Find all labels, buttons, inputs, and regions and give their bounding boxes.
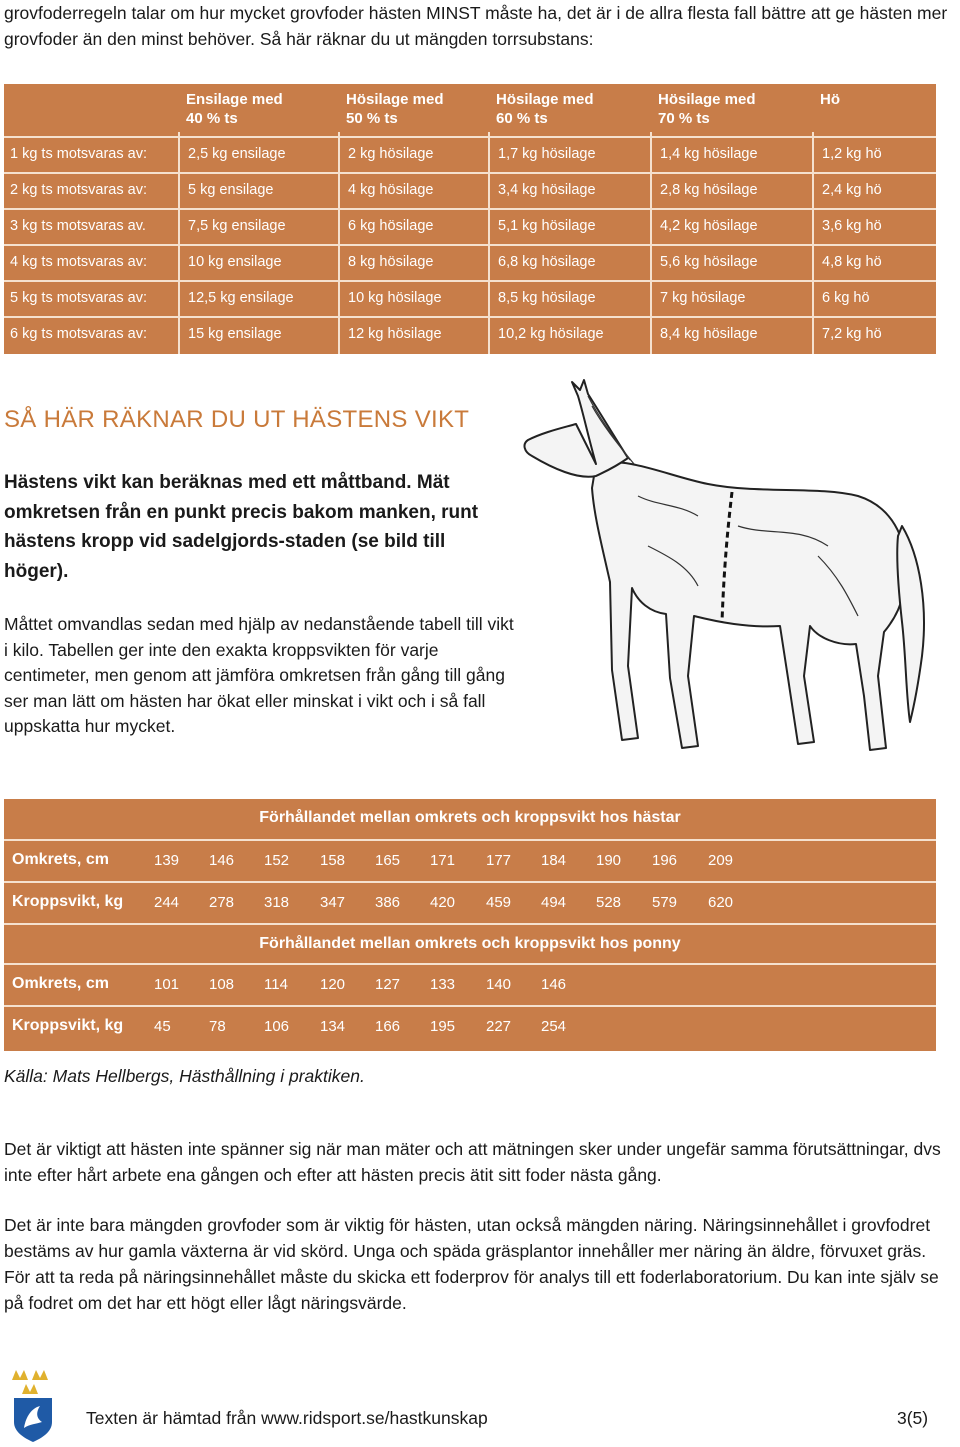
table-cell: 347 [320,894,346,911]
table-cell: 244 [154,894,180,911]
table-cell: 5,6 kg hösilage [660,254,758,270]
table-cell: 620 [708,894,734,911]
table-cell: 2 kg hösilage [348,146,434,162]
table-cell: 7 kg hösilage [660,290,746,306]
table-cell: 2,8 kg hösilage [660,182,758,198]
table-cell: 1,4 kg hösilage [660,146,758,162]
table-row [4,244,936,280]
section-heading: SÅ HÄR RÄKNAR DU UT HÄSTENS VIKT [4,406,470,433]
table-cell: 3,4 kg hösilage [498,182,596,198]
table-cell: 106 [264,1018,290,1035]
table-cell: 177 [486,852,512,869]
table-cell: 2,5 kg ensilage [188,146,286,162]
table-cell: 10 kg ensilage [188,254,282,270]
horse-weight-title: Förhållandet mellan omkrets och kroppsvikt hos hästar [259,809,681,826]
table-cell: 579 [652,894,678,911]
table-cell: 278 [209,894,235,911]
table-cell: 8 kg hösilage [348,254,434,270]
table-cell: 120 [320,976,346,993]
table-cell: 5,1 kg hösilage [498,218,596,234]
table-cell: 254 [541,1018,567,1035]
table-cell: 127 [375,976,401,993]
table-cell: 190 [596,852,622,869]
table-row [4,839,936,881]
header-hosilage-50: Hösilage med 50 % ts [346,91,444,127]
table-cell: 12 kg hösilage [348,326,442,342]
intro-paragraph: grovfoderregeln talar om hur mycket grovfoder hästen MINST måste ha, det är i de allra flesta fall bättre att ge hästen mer grovfoder än den minst behöver. Så här räknar du ut mängden torrsubstans: [4,3,948,49]
table-cell: 7,2 kg hö [822,326,882,342]
table-cell: 1,2 kg hö [822,146,882,162]
table-row [4,280,936,316]
weight-table-title-band [4,923,936,965]
header-hosilage-70: Hösilage med 70 % ts [658,91,756,127]
table-cell: 171 [430,852,456,869]
svenska-ridsport-crest-icon [6,1366,76,1446]
table-cell: 101 [154,976,180,993]
table-cell: 2,4 kg hö [822,182,882,198]
table-cell: 4,8 kg hö [822,254,882,270]
table-cell: 6 kg hö [822,290,870,306]
table-cell: 165 [375,852,401,869]
weight-table-title-band [4,799,936,839]
table-cell: 139 [154,852,180,869]
row-label: 5 kg ts motsvaras av: [10,290,147,306]
table-row [4,963,936,1005]
table-cell: 209 [708,852,734,869]
table-cell: 459 [486,894,512,911]
table-cell: 7,5 kg ensilage [188,218,286,234]
table-cell: 386 [375,894,401,911]
table-cell: 114 [264,976,288,993]
body-paragraph: Måttet omvandlas sedan med hjälp av nedanstående tabell till vikt i kilo. Tabellen ger inte den exakta kroppsvikten för varje centimeter, men genom att jämföra omkretsen från gång till gång ser man lätt om hästen har ökat eller minskat i vikt och i så fall uppskatta hur mycket. [4,614,514,736]
table-row [4,172,936,208]
table-cell: 5 kg ensilage [188,182,274,198]
table-row [4,881,936,923]
table-cell: 8,5 kg hösilage [498,290,596,306]
row-label: Omkrets, cm [12,975,109,992]
table-cell: 152 [264,852,290,869]
feed-conversion-table [4,84,936,354]
bold-paragraph: Hästens vikt kan beräknas med ett måttband. Mät omkretsen från en punkt precis bakom manken, runt hästens kropp vid sadelgjords-staden (se bild till höger). [4,472,479,582]
table-cell: 6 kg hösilage [348,218,434,234]
header-ensilage-40: Ensilage med 40 % ts [186,91,283,127]
table-cell: 4 kg hösilage [348,182,434,198]
page-number: 3(5) [897,1408,929,1428]
pony-weight-title: Förhållandet mellan omkrets och kroppsvikt hos ponny [259,935,681,952]
table-cell: 15 kg ensilage [188,326,282,342]
table-cell: 4,2 kg hösilage [660,218,758,234]
table-cell: 10 kg hösilage [348,290,442,306]
row-label: 4 kg ts motsvaras av: [10,254,147,270]
row-label: 2 kg ts motsvaras av: [10,182,147,198]
horse-measuring-illustration [518,376,942,768]
table-cell: 108 [209,976,235,993]
row-label: Kroppsvikt, kg [12,893,124,910]
table-row [4,136,936,172]
table-cell: 227 [486,1018,512,1035]
row-label: 1 kg ts motsvaras av: [10,146,147,162]
body-paragraph: Det är viktigt att hästen inte spänner sig när man mäter och att mätningen sker under ungefär samma förutsättningar, dvs inte efter hårt arbete ena gången och efter att hästen precis ätit sitt foder nästa gång. [4,1139,941,1185]
feed-table-header [4,84,936,132]
table-cell: 140 [486,976,512,993]
table-cell: 3,6 kg hö [822,218,882,234]
row-label: Kroppsvikt, kg [12,1017,124,1034]
row-label: Omkrets, cm [12,851,109,868]
table-cell: 133 [430,976,456,993]
table-cell: 195 [430,1018,456,1035]
row-label: 3 kg ts motsvaras av. [10,218,146,234]
table-cell: 494 [541,894,567,911]
table-cell: 146 [541,976,567,993]
table-cell: 134 [320,1018,346,1035]
row-label: 6 kg ts motsvaras av: [10,326,147,342]
weight-table [4,799,936,1051]
table-cell: 45 [154,1018,171,1035]
table-row [4,208,936,244]
table-cell: 166 [375,1018,401,1035]
table-cell: 146 [209,852,235,869]
table-cell: 420 [430,894,456,911]
table-cell: 78 [209,1018,226,1035]
table-cell: 158 [320,852,346,869]
table-cell: 196 [652,852,678,869]
table-row [4,316,936,352]
table-row [4,1005,936,1047]
table-cell: 10,2 kg hösilage [498,326,604,342]
footer-source-text: Texten är hämtad från www.ridsport.se/hastkunskap [86,1408,488,1428]
table-cell: 528 [596,894,622,911]
header-ho: Hö [820,91,840,108]
table-cell: 318 [264,894,290,911]
table-cell: 8,4 kg hösilage [660,326,758,342]
body-paragraph: Det är inte bara mängden grovfoder som är viktig för hästen, utan också mängden näring. Näringsinnehållet i grovfodret bestäms av hur gamla växterna är vid skörd. Unga och späda gräsplantor innehåller mer näring än äldre, förvuxet gräs. För att ta reda på näringsinnehållet måste du skicka ett foderprov för analys till ett foderlaboratorium. Du kan inte själv se på fodret om det har ett högt eller lågt näringsvärde. [4,1215,939,1313]
source-citation: Källa: Mats Hellbergs, Hästhållning i praktiken. [4,1066,365,1086]
header-hosilage-60: Hösilage med 60 % ts [496,91,594,127]
table-cell: 184 [541,852,567,869]
table-cell: 1,7 kg hösilage [498,146,596,162]
table-cell: 6,8 kg hösilage [498,254,596,270]
table-cell: 12,5 kg ensilage [188,290,294,306]
